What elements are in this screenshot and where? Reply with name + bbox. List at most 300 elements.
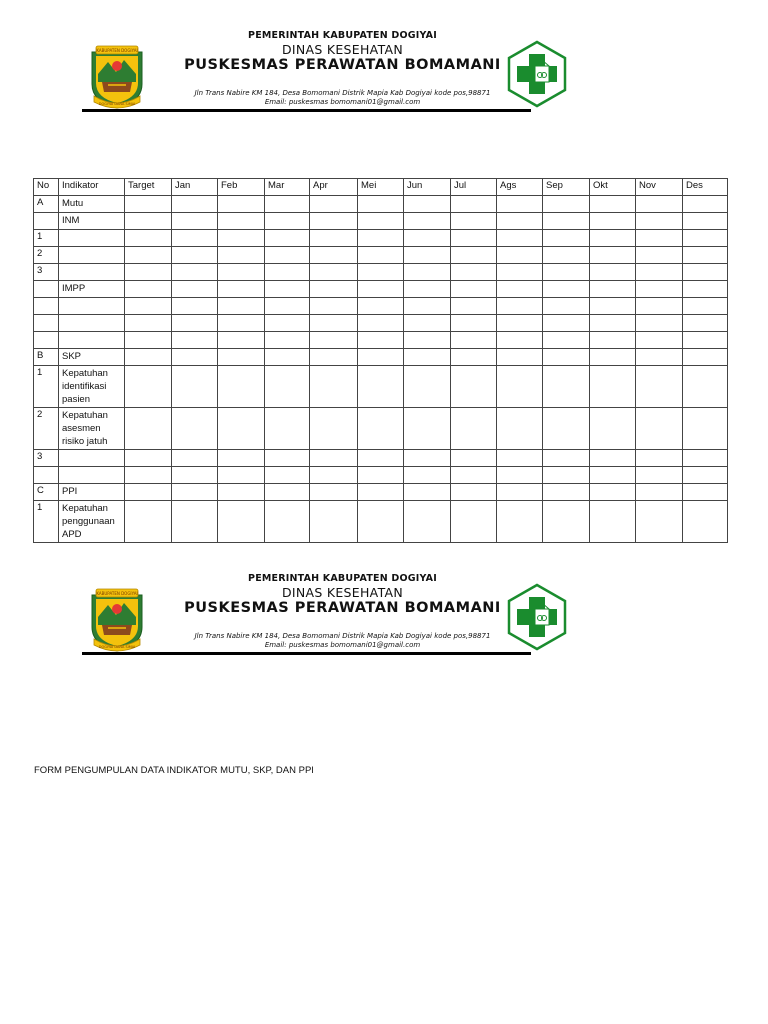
value-cell[interactable] bbox=[590, 298, 636, 315]
value-cell[interactable] bbox=[265, 213, 310, 230]
value-cell[interactable] bbox=[590, 264, 636, 281]
value-cell[interactable] bbox=[125, 298, 172, 315]
value-cell[interactable] bbox=[172, 213, 218, 230]
value-cell[interactable] bbox=[543, 230, 590, 247]
value-cell[interactable] bbox=[310, 467, 358, 484]
value-cell[interactable] bbox=[358, 450, 404, 467]
value-cell[interactable] bbox=[218, 408, 265, 450]
value-cell[interactable] bbox=[310, 298, 358, 315]
table-row bbox=[34, 467, 728, 484]
value-cell[interactable] bbox=[404, 213, 451, 230]
value-cell[interactable] bbox=[310, 213, 358, 230]
value-cell[interactable] bbox=[310, 484, 358, 501]
value-cell[interactable] bbox=[683, 230, 728, 247]
value-cell[interactable] bbox=[358, 408, 404, 450]
form-title: FORM PENGUMPULAN DATA INDIKATOR MUTU, SKP, DAN PPI bbox=[34, 765, 314, 776]
value-cell[interactable] bbox=[636, 501, 683, 543]
value-cell[interactable] bbox=[404, 366, 451, 408]
value-cell[interactable] bbox=[636, 264, 683, 281]
row-number-cell: 3 bbox=[34, 264, 59, 281]
value-cell[interactable] bbox=[218, 315, 265, 332]
value-cell[interactable] bbox=[497, 366, 543, 408]
indicator-cell: Mutu bbox=[59, 196, 125, 213]
value-cell[interactable] bbox=[125, 230, 172, 247]
value-cell[interactable] bbox=[218, 196, 265, 213]
value-cell[interactable] bbox=[265, 484, 310, 501]
value-cell[interactable] bbox=[683, 264, 728, 281]
row-number-cell: B bbox=[34, 349, 59, 366]
value-cell[interactable] bbox=[218, 450, 265, 467]
value-cell[interactable] bbox=[125, 196, 172, 213]
value-cell[interactable] bbox=[404, 196, 451, 213]
value-cell[interactable] bbox=[218, 366, 265, 408]
value-cell[interactable] bbox=[265, 501, 310, 543]
value-cell[interactable] bbox=[404, 484, 451, 501]
value-cell[interactable] bbox=[590, 366, 636, 408]
value-cell[interactable] bbox=[310, 264, 358, 281]
indicator-table bbox=[33, 178, 728, 543]
value-cell[interactable] bbox=[125, 543, 172, 544]
value-cell[interactable] bbox=[683, 196, 728, 213]
value-cell[interactable] bbox=[265, 332, 310, 349]
value-cell[interactable] bbox=[451, 298, 497, 315]
value-cell[interactable] bbox=[451, 213, 497, 230]
row-number-cell bbox=[34, 281, 59, 298]
table-row bbox=[34, 213, 728, 230]
table-row bbox=[34, 501, 728, 543]
value-cell[interactable] bbox=[125, 484, 172, 501]
value-cell[interactable] bbox=[310, 196, 358, 213]
value-cell[interactable] bbox=[451, 247, 497, 264]
value-cell[interactable] bbox=[636, 408, 683, 450]
value-cell[interactable] bbox=[543, 366, 590, 408]
department-name: DINAS KESEHATAN bbox=[281, 585, 404, 600]
value-cell[interactable] bbox=[265, 230, 310, 247]
column-header: Des bbox=[683, 179, 728, 196]
indicator-cell bbox=[59, 467, 125, 484]
indicator-cell: IMPP bbox=[59, 281, 125, 298]
value-cell[interactable] bbox=[218, 264, 265, 281]
value-cell[interactable] bbox=[683, 247, 728, 264]
value-cell[interactable] bbox=[404, 281, 451, 298]
value-cell[interactable] bbox=[451, 349, 497, 366]
table-row bbox=[34, 484, 728, 501]
table-row bbox=[34, 450, 728, 467]
svg-text:DOGIYAI DANA SIMAI: DOGIYAI DANA SIMAI bbox=[98, 645, 136, 649]
value-cell[interactable] bbox=[590, 196, 636, 213]
value-cell[interactable] bbox=[636, 543, 683, 544]
value-cell[interactable] bbox=[451, 332, 497, 349]
value-cell[interactable] bbox=[683, 408, 728, 450]
value-cell[interactable] bbox=[590, 501, 636, 543]
value-cell[interactable] bbox=[636, 213, 683, 230]
column-header: Jul bbox=[451, 179, 497, 196]
value-cell[interactable] bbox=[404, 332, 451, 349]
value-cell[interactable] bbox=[543, 408, 590, 450]
value-cell[interactable] bbox=[265, 450, 310, 467]
value-cell[interactable] bbox=[265, 315, 310, 332]
value-cell[interactable] bbox=[590, 230, 636, 247]
value-cell[interactable] bbox=[172, 501, 218, 543]
value-cell[interactable] bbox=[358, 501, 404, 543]
value-cell[interactable] bbox=[218, 484, 265, 501]
dogiyai-emblem-icon bbox=[88, 587, 146, 653]
table-row bbox=[34, 247, 728, 264]
value-cell[interactable] bbox=[265, 349, 310, 366]
value-cell[interactable] bbox=[172, 467, 218, 484]
column-header: Ags bbox=[497, 179, 543, 196]
indicator-cell bbox=[59, 332, 125, 349]
value-cell[interactable] bbox=[451, 484, 497, 501]
value-cell[interactable] bbox=[358, 366, 404, 408]
value-cell[interactable] bbox=[358, 332, 404, 349]
value-cell[interactable] bbox=[543, 264, 590, 281]
table-row bbox=[34, 298, 728, 315]
value-cell[interactable] bbox=[683, 543, 728, 544]
value-cell[interactable] bbox=[218, 230, 265, 247]
value-cell[interactable] bbox=[125, 332, 172, 349]
value-cell[interactable] bbox=[125, 366, 172, 408]
value-cell[interactable] bbox=[172, 247, 218, 264]
value-cell[interactable] bbox=[172, 315, 218, 332]
column-header: Jun bbox=[404, 179, 451, 196]
value-cell[interactable] bbox=[543, 467, 590, 484]
value-cell[interactable] bbox=[125, 213, 172, 230]
value-cell[interactable] bbox=[125, 467, 172, 484]
value-cell[interactable] bbox=[636, 298, 683, 315]
value-cell[interactable] bbox=[172, 366, 218, 408]
value-cell[interactable] bbox=[451, 315, 497, 332]
indicator-cell bbox=[59, 247, 125, 264]
value-cell[interactable] bbox=[497, 264, 543, 281]
indicator-cell bbox=[59, 450, 125, 467]
value-cell[interactable] bbox=[218, 213, 265, 230]
value-cell[interactable] bbox=[543, 298, 590, 315]
value-cell[interactable] bbox=[683, 467, 728, 484]
table-row bbox=[34, 366, 728, 408]
value-cell[interactable] bbox=[358, 484, 404, 501]
value-cell[interactable] bbox=[125, 408, 172, 450]
value-cell[interactable] bbox=[497, 501, 543, 543]
value-cell[interactable] bbox=[590, 213, 636, 230]
value-cell[interactable] bbox=[125, 349, 172, 366]
indicator-cell bbox=[59, 230, 125, 247]
value-cell[interactable] bbox=[265, 467, 310, 484]
row-number-cell: 2 bbox=[34, 408, 59, 450]
row-number-cell bbox=[34, 315, 59, 332]
indicator-cell: SKP bbox=[59, 349, 125, 366]
government-name: PEMERINTAH KABUPATEN DOGIYAI bbox=[248, 573, 437, 584]
value-cell[interactable] bbox=[636, 315, 683, 332]
value-cell[interactable] bbox=[543, 484, 590, 501]
value-cell[interactable] bbox=[543, 196, 590, 213]
indicator-cell bbox=[59, 543, 125, 544]
table-row bbox=[34, 349, 728, 366]
value-cell[interactable] bbox=[590, 332, 636, 349]
value-cell[interactable] bbox=[404, 315, 451, 332]
table-row bbox=[34, 543, 728, 544]
value-cell[interactable] bbox=[451, 366, 497, 408]
value-cell[interactable] bbox=[358, 213, 404, 230]
value-cell[interactable] bbox=[265, 281, 310, 298]
row-number-cell bbox=[34, 332, 59, 349]
value-cell[interactable] bbox=[683, 315, 728, 332]
value-cell[interactable] bbox=[404, 467, 451, 484]
value-cell[interactable] bbox=[172, 264, 218, 281]
value-cell[interactable] bbox=[497, 543, 543, 544]
puskesmas-name: PUSKESMAS PERAWATAN BOMAMANI bbox=[184, 57, 501, 73]
row-number-cell: 3 bbox=[34, 450, 59, 467]
row-number-cell: A bbox=[34, 196, 59, 213]
value-cell[interactable] bbox=[310, 247, 358, 264]
value-cell[interactable] bbox=[172, 408, 218, 450]
table-row bbox=[34, 230, 728, 247]
table-row bbox=[34, 264, 728, 281]
value-cell[interactable] bbox=[590, 281, 636, 298]
value-cell[interactable] bbox=[636, 349, 683, 366]
email-line: Email: puskesmas bomomani01@gmail.com bbox=[264, 641, 421, 649]
svg-text:KABUPATEN DOGIYAI: KABUPATEN DOGIYAI bbox=[96, 48, 138, 53]
value-cell[interactable] bbox=[451, 501, 497, 543]
column-header: Okt bbox=[590, 179, 636, 196]
value-cell[interactable] bbox=[125, 247, 172, 264]
indicator-cell: Kepatuhan asesmen risiko jatuh bbox=[59, 408, 125, 450]
indicator-cell: Kepatuhan penggunaan APD bbox=[59, 501, 125, 543]
value-cell[interactable] bbox=[683, 298, 728, 315]
value-cell[interactable] bbox=[590, 450, 636, 467]
value-cell[interactable] bbox=[636, 196, 683, 213]
table-row bbox=[34, 196, 728, 213]
value-cell[interactable] bbox=[451, 543, 497, 544]
row-number-cell: 1 bbox=[34, 501, 59, 543]
value-cell[interactable] bbox=[358, 196, 404, 213]
value-cell[interactable] bbox=[218, 247, 265, 264]
column-header: Target bbox=[125, 179, 172, 196]
value-cell[interactable] bbox=[683, 366, 728, 408]
value-cell[interactable] bbox=[358, 349, 404, 366]
value-cell[interactable] bbox=[451, 230, 497, 247]
value-cell[interactable] bbox=[590, 315, 636, 332]
value-cell[interactable] bbox=[310, 408, 358, 450]
value-cell[interactable] bbox=[543, 543, 590, 544]
value-cell[interactable] bbox=[497, 213, 543, 230]
indicator-cell bbox=[59, 264, 125, 281]
row-number-cell bbox=[34, 467, 59, 484]
value-cell[interactable] bbox=[265, 264, 310, 281]
value-cell[interactable] bbox=[451, 196, 497, 213]
value-cell[interactable] bbox=[543, 332, 590, 349]
value-cell[interactable] bbox=[683, 349, 728, 366]
value-cell[interactable] bbox=[358, 230, 404, 247]
value-cell[interactable] bbox=[265, 366, 310, 408]
value-cell[interactable] bbox=[218, 501, 265, 543]
value-cell[interactable] bbox=[543, 501, 590, 543]
value-cell[interactable] bbox=[543, 349, 590, 366]
value-cell[interactable] bbox=[218, 281, 265, 298]
table-row bbox=[34, 408, 728, 450]
value-cell[interactable] bbox=[404, 230, 451, 247]
value-cell[interactable] bbox=[636, 467, 683, 484]
table-row bbox=[34, 315, 728, 332]
value-cell[interactable] bbox=[218, 332, 265, 349]
value-cell[interactable] bbox=[172, 230, 218, 247]
value-cell[interactable] bbox=[358, 247, 404, 264]
value-cell[interactable] bbox=[172, 332, 218, 349]
row-number-cell bbox=[34, 213, 59, 230]
value-cell[interactable] bbox=[358, 298, 404, 315]
table-row bbox=[34, 332, 728, 349]
value-cell[interactable] bbox=[404, 247, 451, 264]
value-cell[interactable] bbox=[218, 467, 265, 484]
value-cell[interactable] bbox=[404, 450, 451, 467]
value-cell[interactable] bbox=[172, 543, 218, 544]
value-cell[interactable] bbox=[358, 543, 404, 544]
value-cell[interactable] bbox=[172, 349, 218, 366]
column-header: Nov bbox=[636, 179, 683, 196]
value-cell[interactable] bbox=[358, 315, 404, 332]
value-cell[interactable] bbox=[590, 349, 636, 366]
value-cell[interactable] bbox=[451, 467, 497, 484]
value-cell[interactable] bbox=[404, 501, 451, 543]
indicator-cell: PPI bbox=[59, 484, 125, 501]
value-cell[interactable] bbox=[497, 281, 543, 298]
value-cell[interactable] bbox=[590, 467, 636, 484]
value-cell[interactable] bbox=[172, 484, 218, 501]
value-cell[interactable] bbox=[683, 213, 728, 230]
government-name: PEMERINTAH KABUPATEN DOGIYAI bbox=[248, 30, 437, 41]
value-cell[interactable] bbox=[636, 450, 683, 467]
value-cell[interactable] bbox=[636, 230, 683, 247]
value-cell[interactable] bbox=[310, 230, 358, 247]
value-cell[interactable] bbox=[404, 264, 451, 281]
letterhead bbox=[0, 573, 768, 673]
value-cell[interactable] bbox=[404, 298, 451, 315]
value-cell[interactable] bbox=[218, 543, 265, 544]
value-cell[interactable] bbox=[404, 543, 451, 544]
value-cell[interactable] bbox=[497, 315, 543, 332]
value-cell[interactable] bbox=[265, 298, 310, 315]
value-cell[interactable] bbox=[404, 349, 451, 366]
row-number-cell: 1 bbox=[34, 230, 59, 247]
value-cell[interactable] bbox=[497, 196, 543, 213]
value-cell[interactable] bbox=[265, 543, 310, 544]
value-cell[interactable] bbox=[543, 450, 590, 467]
value-cell[interactable] bbox=[125, 264, 172, 281]
value-cell[interactable] bbox=[218, 349, 265, 366]
value-cell[interactable] bbox=[310, 332, 358, 349]
column-header: Sep bbox=[543, 179, 590, 196]
address-line: Jln Trans Nabire KM 184, Desa Bomomani Distrik Mapia Kab Dogiyai kode pos,98871 bbox=[194, 632, 491, 640]
value-cell[interactable] bbox=[497, 247, 543, 264]
row-number-cell: 1 bbox=[34, 366, 59, 408]
table-row bbox=[34, 281, 728, 298]
value-cell[interactable] bbox=[451, 450, 497, 467]
value-cell[interactable] bbox=[172, 196, 218, 213]
value-cell[interactable] bbox=[265, 196, 310, 213]
value-cell[interactable] bbox=[358, 264, 404, 281]
value-cell[interactable] bbox=[451, 408, 497, 450]
value-cell[interactable] bbox=[125, 315, 172, 332]
value-cell[interactable] bbox=[590, 543, 636, 544]
value-cell[interactable] bbox=[497, 298, 543, 315]
value-cell[interactable] bbox=[218, 298, 265, 315]
table-header-row bbox=[34, 179, 728, 196]
value-cell[interactable] bbox=[451, 281, 497, 298]
value-cell[interactable] bbox=[497, 467, 543, 484]
column-header: Feb bbox=[218, 179, 265, 196]
value-cell[interactable] bbox=[497, 450, 543, 467]
value-cell[interactable] bbox=[636, 281, 683, 298]
value-cell[interactable] bbox=[497, 332, 543, 349]
column-header: Apr bbox=[310, 179, 358, 196]
value-cell[interactable] bbox=[310, 366, 358, 408]
column-header: Indikator bbox=[59, 179, 125, 196]
value-cell[interactable] bbox=[310, 315, 358, 332]
value-cell[interactable] bbox=[404, 408, 451, 450]
value-cell[interactable] bbox=[358, 281, 404, 298]
value-cell[interactable] bbox=[172, 298, 218, 315]
value-cell[interactable] bbox=[683, 332, 728, 349]
value-cell[interactable] bbox=[265, 408, 310, 450]
value-cell[interactable] bbox=[590, 408, 636, 450]
value-cell[interactable] bbox=[636, 332, 683, 349]
letterhead-divider bbox=[82, 652, 531, 655]
value-cell[interactable] bbox=[310, 281, 358, 298]
email-line: Email: puskesmas bomomani01@gmail.com bbox=[264, 98, 421, 106]
value-cell[interactable] bbox=[172, 450, 218, 467]
value-cell[interactable] bbox=[543, 281, 590, 298]
value-cell[interactable] bbox=[590, 247, 636, 264]
value-cell[interactable] bbox=[125, 501, 172, 543]
value-cell[interactable] bbox=[310, 543, 358, 544]
value-cell[interactable] bbox=[590, 484, 636, 501]
value-cell[interactable] bbox=[125, 281, 172, 298]
value-cell[interactable] bbox=[497, 484, 543, 501]
value-cell[interactable] bbox=[543, 247, 590, 264]
indicator-cell: Kepatuhan identifikasi pasien bbox=[59, 366, 125, 408]
column-header: No bbox=[34, 179, 59, 196]
value-cell[interactable] bbox=[125, 450, 172, 467]
value-cell[interactable] bbox=[636, 247, 683, 264]
value-cell[interactable] bbox=[497, 408, 543, 450]
row-number-cell: 2 bbox=[34, 247, 59, 264]
green-cross-icon bbox=[505, 583, 569, 651]
value-cell[interactable] bbox=[683, 281, 728, 298]
value-cell[interactable] bbox=[497, 349, 543, 366]
value-cell[interactable] bbox=[265, 247, 310, 264]
value-cell[interactable] bbox=[310, 349, 358, 366]
value-cell[interactable] bbox=[451, 264, 497, 281]
value-cell[interactable] bbox=[543, 213, 590, 230]
value-cell[interactable] bbox=[172, 281, 218, 298]
value-cell[interactable] bbox=[636, 484, 683, 501]
value-cell[interactable] bbox=[358, 467, 404, 484]
value-cell[interactable] bbox=[543, 315, 590, 332]
row-number-cell bbox=[34, 298, 59, 315]
value-cell[interactable] bbox=[310, 501, 358, 543]
svg-text:DOGIYAI DANA SIMAI: DOGIYAI DANA SIMAI bbox=[98, 102, 136, 106]
column-header: Mar bbox=[265, 179, 310, 196]
svg-text:KABUPATEN DOGIYAI: KABUPATEN DOGIYAI bbox=[96, 591, 138, 596]
value-cell[interactable] bbox=[636, 366, 683, 408]
value-cell[interactable] bbox=[497, 230, 543, 247]
address-line: Jln Trans Nabire KM 184, Desa Bomomani Distrik Mapia Kab Dogiyai kode pos,98871 bbox=[194, 89, 491, 97]
value-cell[interactable] bbox=[683, 501, 728, 543]
column-header: Jan bbox=[172, 179, 218, 196]
value-cell[interactable] bbox=[683, 484, 728, 501]
value-cell[interactable] bbox=[683, 450, 728, 467]
value-cell[interactable] bbox=[310, 450, 358, 467]
